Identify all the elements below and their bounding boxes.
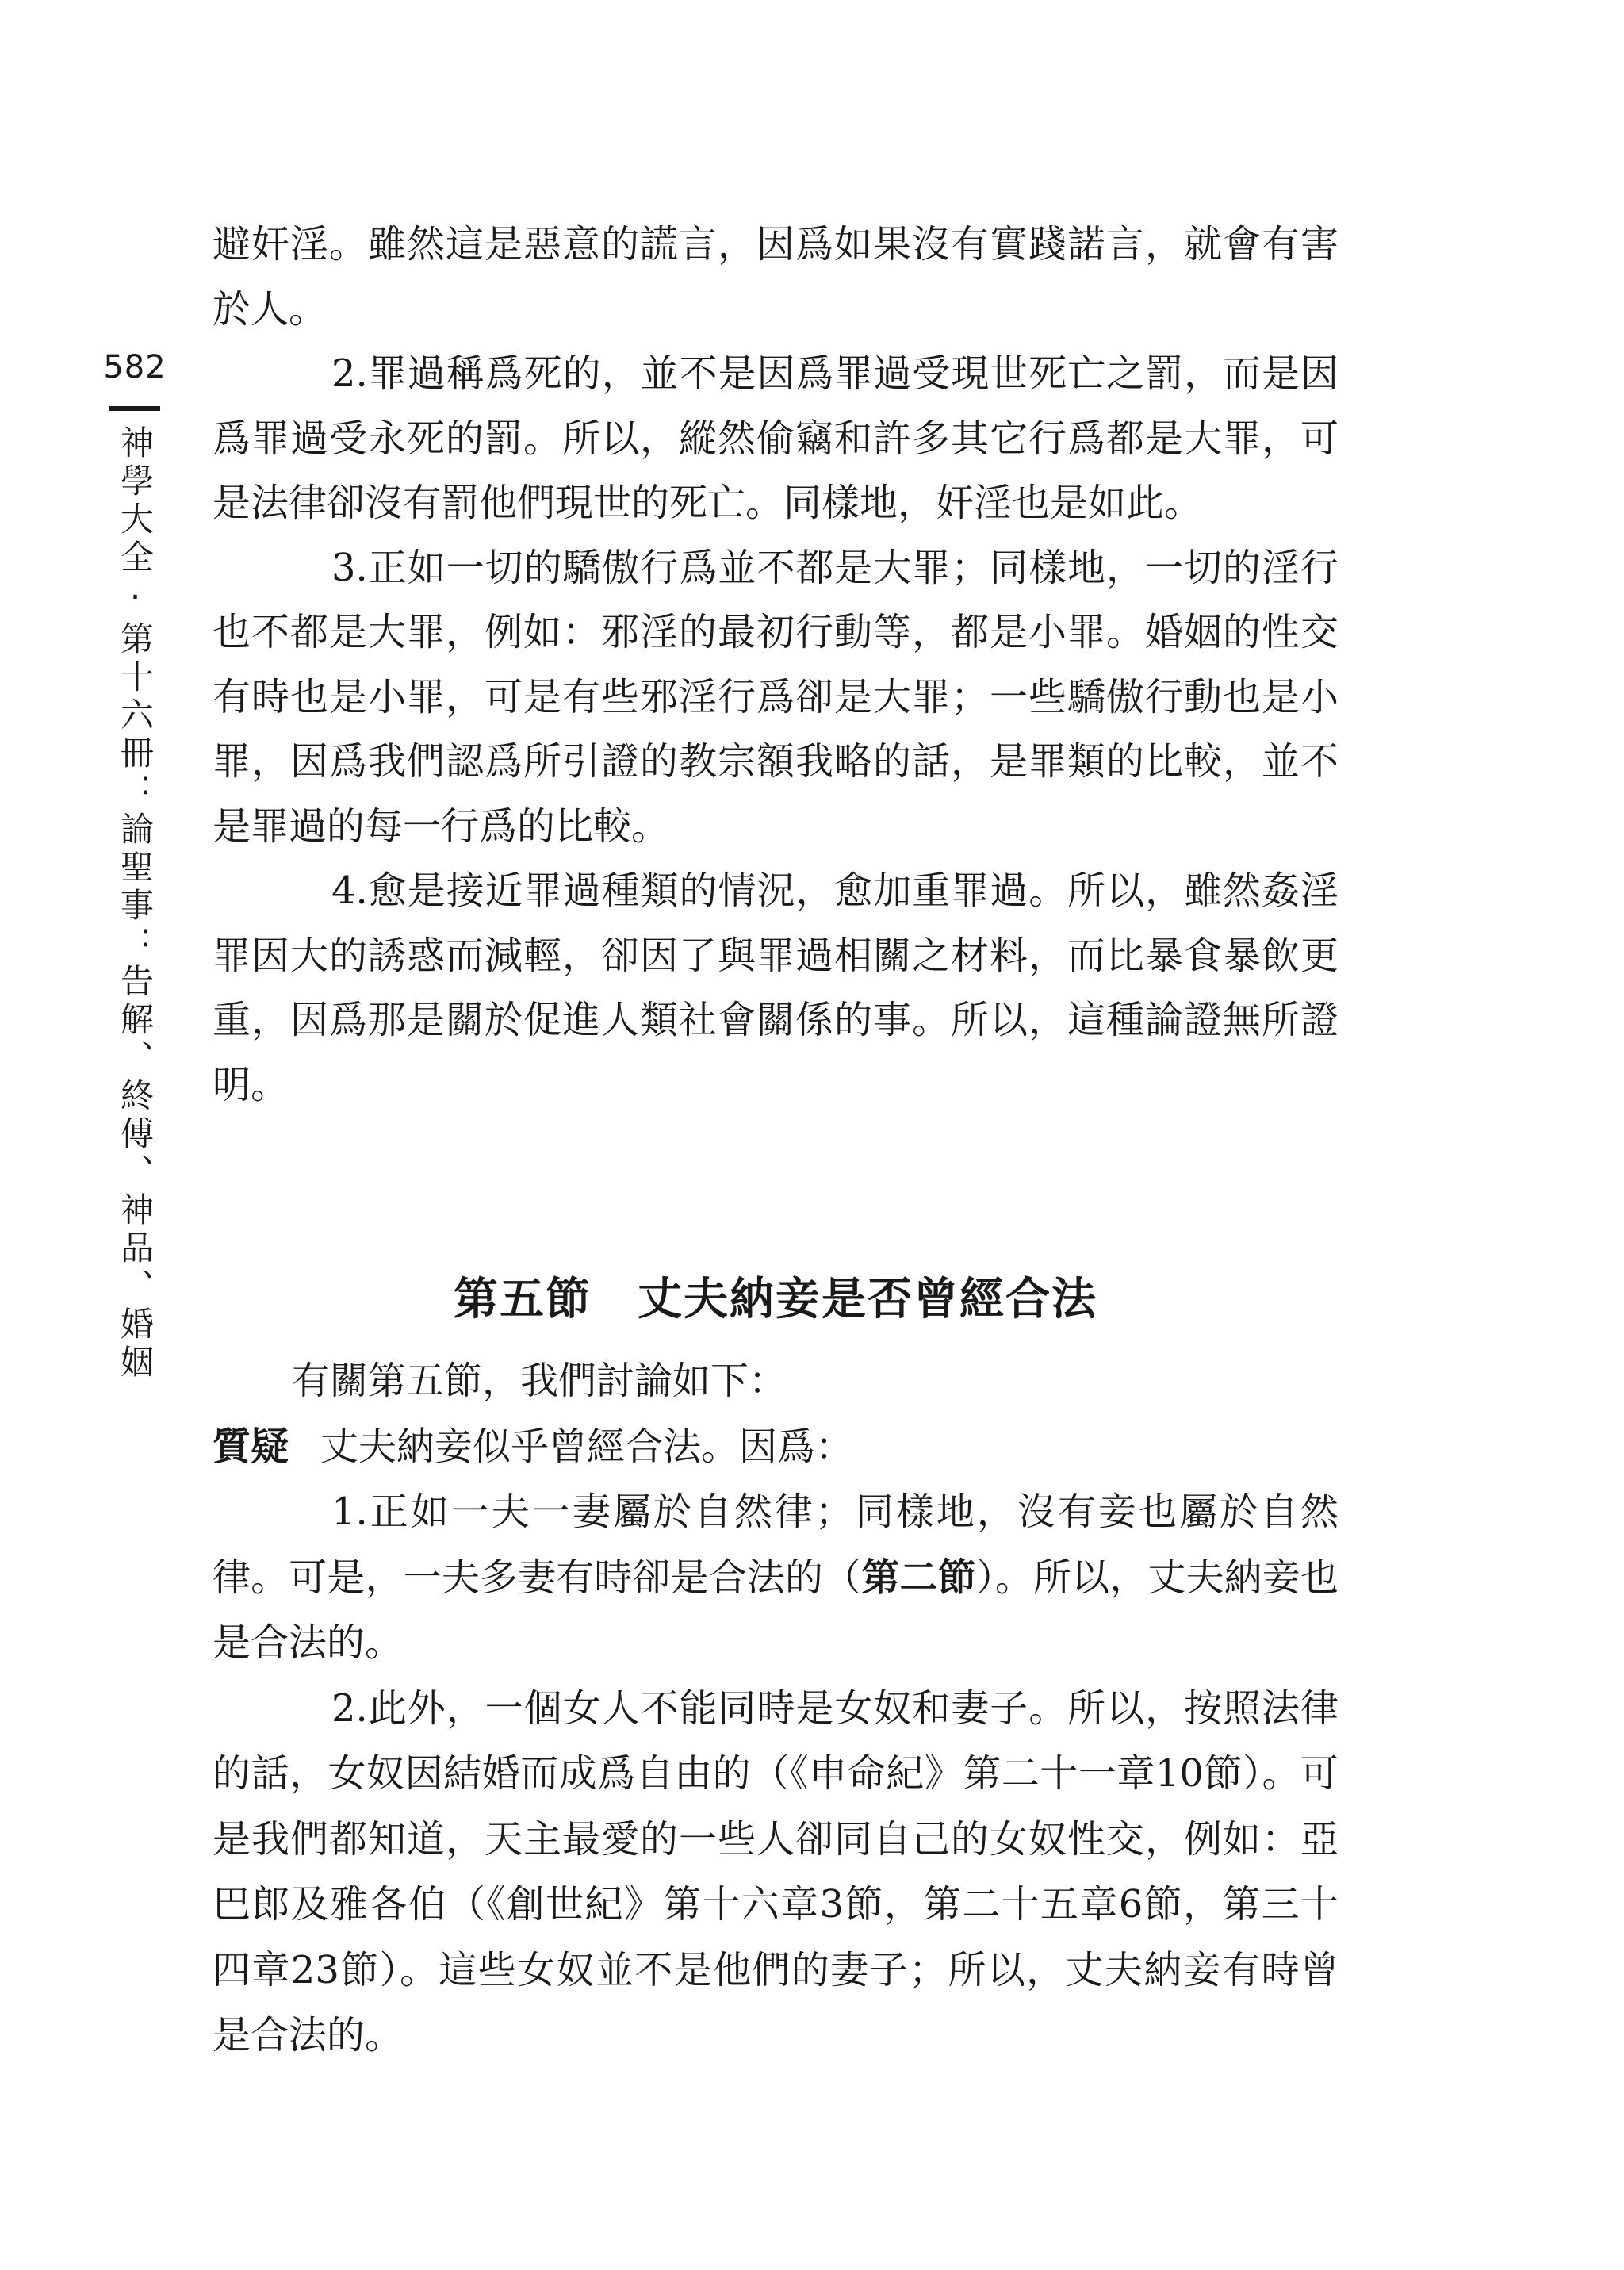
question-label: 質疑 [213,1424,289,1469]
body-text-lower [213,1348,1339,2069]
page-number: 582 [103,349,167,385]
page-margin [97,349,173,1382]
page-number-rule [109,406,160,411]
section-intro: 有關第五節，我們討論如下： [292,1359,787,1403]
paragraph-reply-3: 3.正如一切的驕傲行爲並不都是大罪；同樣地，一切的淫行也不都是大罪，例如：邪淫的最初行動等，都是小罪。婚姻的性交有時也是小罪，可是有些邪淫行爲卻是大罪；一些驕傲行動也是小罪，因爲我們認爲所引證的教宗額我略的話，是罪類的比較，並不是罪過的每一行爲的比較。 [213,545,1339,849]
objection-2: 2.此外，一個女人不能同時是女奴和妻子。所以，按照法律的話，女奴因結婚而成爲自由的（《申命紀》第二十一章10節）。可是我們都知道，天主最愛的一些人卻同自己的女奴性交，例如：亞巴郎及雅各伯（《創世紀》第十六章3節，第二十五章6節，第三十四章23節）。這些女奴並不是他們的妻子；所以，丈夫納妾有時曾是合法的。 [213,1685,1339,2057]
question-line [213,1414,1339,1480]
objection-1-text-b: ）。所以，丈夫納妾也是合法的。 [213,1555,1339,1665]
section-heading: 第五節 丈夫納妾是否曾經合法 [454,1273,1097,1325]
objection-1-bold-ref: 第二節 [861,1555,976,1600]
paragraph-reply-2: 2.罪過稱爲死的，並不是因爲罪過受現世死亡之罰，而是因爲罪過受永死的罰。所以，縱然偷竊和許多其它行爲都是大罪，可是法律卻沒有罰他們現世的死亡。同樣地，奸淫也是如此。 [213,351,1339,525]
paragraph-reply-4: 4.愈是接近罪過種類的情況，愈加重罪過。所以，雖然姦淫罪因大的誘惑而減輕，卻因了與罪過相關之材料，而比暴食暴飲更重，因爲那是關於促進人類社會關係的事。所以，這種論證無所證明。 [213,869,1339,1107]
body-text-upper [213,213,1339,1118]
objection-1 [213,1479,1339,1676]
question-text: 丈夫納妾似乎曾經合法。因爲： [320,1424,854,1469]
objection-1-text-a: 1.正如一夫一妻屬於自然律；同樣地，沒有妾也屬於自然律。可是，一夫多妻有時卻是合法的（ [213,1490,1339,1600]
running-title: 神學大全·第十六冊：論聖事：告解、終傅、神品、婚姻 [116,425,155,1382]
paragraph-continued: 避奸淫。雖然這是惡意的謊言，因爲如果沒有實踐諾言，就會有害於人。 [213,222,1339,332]
